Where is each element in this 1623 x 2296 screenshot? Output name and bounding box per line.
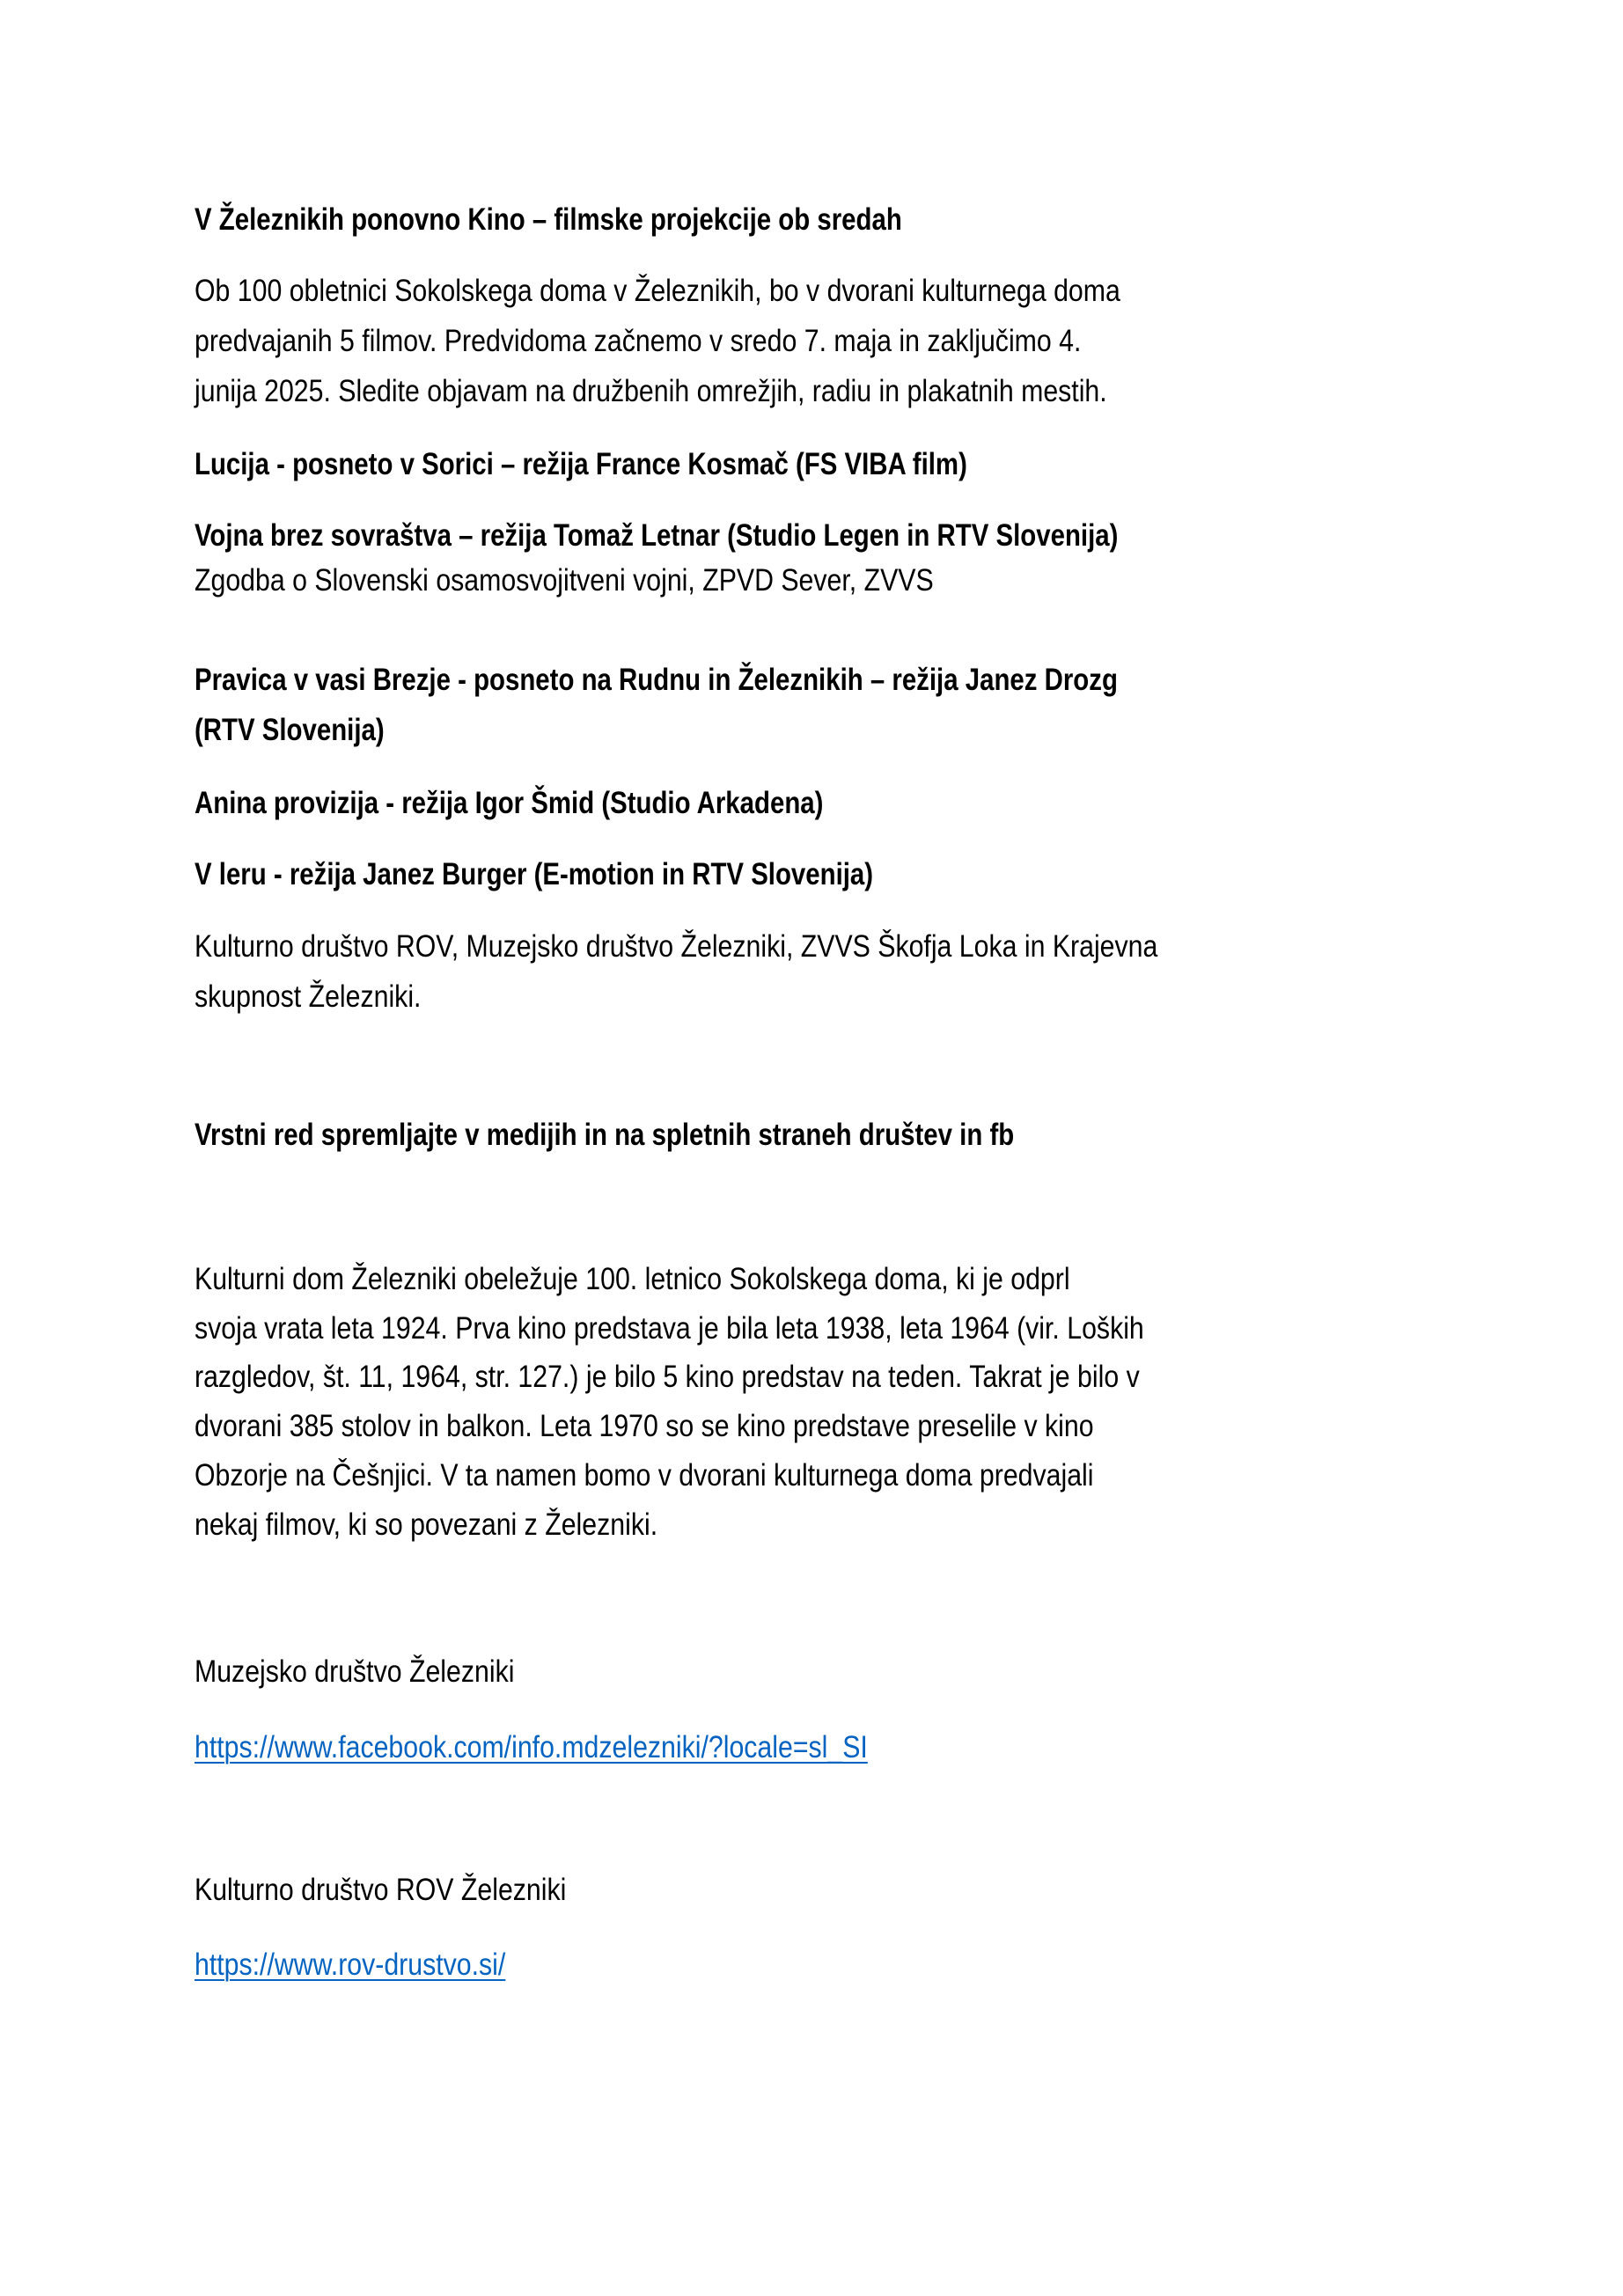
history-line: razgledov, št. 11, 1964, str. 127.) je bilo 5 kino predstav na teden. Takrat je bilo v [195,1360,1140,1394]
history-line: Obzorje na Češnjici. V ta namen bomo v dvorani kulturnega doma predvajali [195,1458,1094,1493]
history-line: nekaj filmov, ki so povezani z Železniki. [195,1507,658,1542]
intro-line: Ob 100 obletnici Sokolskega doma v Železnikih, bo v dvorani kulturnega doma [195,274,1120,308]
history-line: svoja vrata leta 1924. Prva kino predstava je bila leta 1938, leta 1964 (vir. Loških [195,1311,1144,1346]
website-link[interactable]: https://www.rov-drustvo.si/ [195,1948,506,1982]
film-title: Lucija - posneto v Sorici – režija France Kosmač (FS VIBA film) [195,447,967,481]
facebook-link[interactable]: https://www.facebook.com/info.mdzelezniki/?locale=sl_SI [195,1730,868,1764]
organizers-line: skupnost Železniki. [195,979,422,1014]
film-note: Zgodba o Slovenski osamosvojitveni vojni, ZPVD Sever, ZVVS [195,563,934,598]
film-title: Anina provizija - režija Igor Šmid (Studio Arkadena) [195,786,824,820]
intro-line: predvajanih 5 filmov. Predvidoma začnemo v sredo 7. maja in zaključimo 4. [195,324,1082,358]
contact-name: Kulturno društvo ROV Železniki [195,1873,567,1907]
document-title: V Železnikih ponovno Kino – filmske projekcije ob sredah [195,202,902,237]
schedule-note: Vrstni red spremljajte v medijih in na spletnih straneh društev in fb [195,1118,1015,1152]
contact-name: Muzejsko društvo Železniki [195,1654,515,1689]
film-title: Pravica v vasi Brezje - posneto na Rudnu in Železnikih – režija Janez Drozg [195,663,1118,697]
film-title: V leru - režija Janez Burger (E-motion in RTV Slovenija) [195,857,874,891]
intro-line: junija 2025. Sledite objavam na družbenih omrežjih, radiu in plakatnih mestih. [195,374,1107,408]
film-title: (RTV Slovenija) [195,713,385,747]
history-line: dvorani 385 stolov in balkon. Leta 1970 so se kino predstave preselile v kino [195,1409,1094,1443]
history-line: Kulturni dom Železniki obeležuje 100. letnico Sokolskega doma, ki je odprl [195,1262,1070,1296]
film-title: Vojna brez sovraštva – režija Tomaž Letnar (Studio Legen in RTV Slovenija) [195,518,1119,553]
organizers-line: Kulturno društvo ROV, Muzejsko društvo Železniki, ZVVS Škofja Loka in Krajevna [195,929,1158,964]
